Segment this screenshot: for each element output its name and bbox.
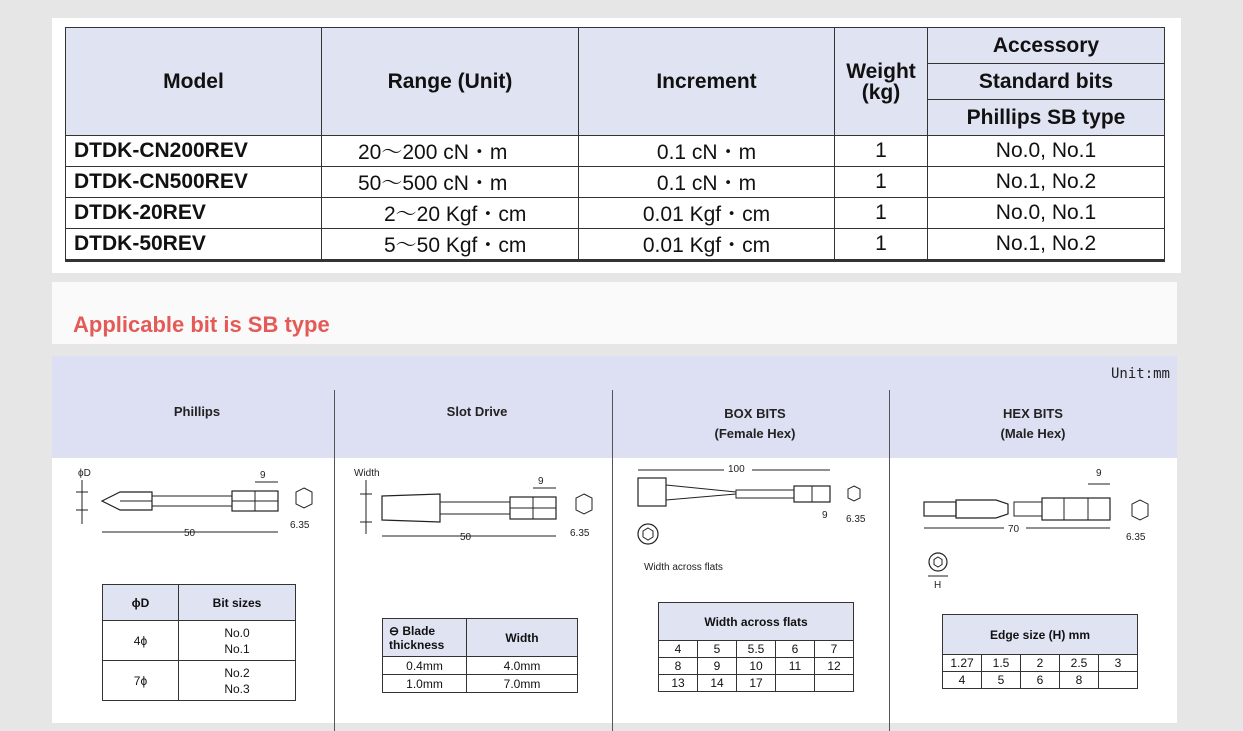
header-range: Range (Unit) [322,28,579,136]
flat-size-cell: 13 [659,675,698,692]
hex-title [898,404,1168,444]
slot-col-width: Width [467,619,578,657]
range-cell: 5～50 Kgf・cm [322,229,579,261]
slot-title: Slot Drive [446,404,508,419]
flat-size-cell: 9 [698,658,737,675]
slot-col-blade [383,619,467,657]
phillips-col-sizes: Bit sizes [179,585,296,621]
dim-9-label: 9 [822,510,828,521]
model-cell: DTDK-CN500REV [66,167,322,198]
header-standard-bits: Standard bits [928,64,1165,100]
edge-size-cell: 8 [1060,672,1099,689]
dim-635-label: 6.35 [570,528,590,539]
box-title-line1: BOX BITS [724,406,786,421]
table-row [103,621,296,661]
range-cell: 50～500 cN・m [322,167,579,198]
flat-size-cell: 12 [815,658,854,675]
table-row [659,641,854,658]
range-cell: 20～200 cN・m [322,136,579,167]
bit-size: No.0 [224,625,250,640]
model-cell: DTDK-CN200REV [66,136,322,167]
dim-9-label: 9 [260,470,266,481]
weight-cell: 1 [835,198,928,229]
flat-size-cell: 4 [659,641,698,658]
flat-size-cell: 6 [776,641,815,658]
slot-size-table [382,618,578,693]
dim-9-label: 9 [538,476,544,487]
box-table-title: Width across flats [659,603,854,641]
phillips-size-table [102,584,296,701]
box-flats-table [658,602,854,692]
blade-cell: 0.4mm [383,657,467,675]
slot-bit-drawing [348,464,608,554]
flat-size-cell: 5.5 [737,641,776,658]
slot-col-blade-line1: ⊖ Blade [389,623,436,638]
range-cell: 2～20 Kgf・cm [322,198,579,229]
bit-size: No.2 [224,665,250,680]
hex-title-line1: HEX BITS [1003,406,1063,421]
hex-bit-drawing [914,464,1174,604]
note-text: Applicable bit is SB type [73,312,330,337]
bits-panel [52,356,1177,723]
flat-size-cell: 10 [737,658,776,675]
flat-size-cell [776,675,815,692]
edge-size-cell: 3 [1099,655,1138,672]
increment-cell: 0.01 Kgf・cm [579,198,835,229]
dim-100-label: 100 [728,464,745,475]
edge-size-cell [1099,672,1138,689]
spec-panel [52,18,1181,273]
edge-size-cell: 2.5 [1060,655,1099,672]
width-cell: 4.0mm [467,657,578,675]
column-divider [334,390,335,731]
hex-title-line2: (Male Hex) [1000,426,1066,441]
box-bit-drawing [624,458,884,568]
box-title [620,404,890,444]
table-row [66,198,1165,229]
weight-cell: 1 [835,136,928,167]
increment-cell: 0.01 Kgf・cm [579,229,835,261]
header-weight-line2: (kg) [861,80,901,104]
dim-50-label: 50 [184,528,196,539]
edge-size-cell: 1.27 [943,655,982,672]
column-divider [889,390,890,731]
header-phillips-sb: Phillips SB type [928,100,1165,136]
edge-size-cell: 4 [943,672,982,689]
flat-size-cell: 7 [815,641,854,658]
flat-size-cell [815,675,854,692]
header-accessory: Accessory [928,28,1165,64]
header-model: Model [66,28,322,136]
bits-cell: No.0, No.1 [928,136,1165,167]
model-cell: DTDK-20REV [66,198,322,229]
table-row [66,136,1165,167]
weight-cell: 1 [835,167,928,198]
table-row [66,167,1165,198]
flat-size-cell: 8 [659,658,698,675]
phillips-bit-drawing [72,464,322,554]
edge-size-cell: 6 [1021,672,1060,689]
dim-50-label: 50 [460,532,472,543]
phillips-col-d: ϕD [103,585,179,621]
phi-d-label: ϕD [78,468,91,479]
column-divider [612,390,613,731]
slot-col-blade-line2: thickness [389,637,445,652]
bits-cell: No.1, No.2 [928,229,1165,261]
table-row [383,675,578,693]
flat-size-cell: 5 [698,641,737,658]
header-weight-line1: Weight [846,59,916,83]
phillips-sizes-cell [179,661,296,701]
table-row [383,657,578,675]
width-label: Width [354,468,380,479]
flat-size-cell: 14 [698,675,737,692]
hex-edge-table [942,614,1138,689]
table-row [659,675,854,692]
box-title-line2: (Female Hex) [714,426,796,441]
header-increment: Increment [579,28,835,136]
dim-635-label: 6.35 [1126,532,1146,543]
phillips-sizes-cell [179,621,296,661]
weight-cell: 1 [835,229,928,261]
table-row [66,229,1165,261]
edge-size-cell: 2 [1021,655,1060,672]
dim-635-label: 6.35 [290,520,310,531]
bit-size: No.1 [224,641,250,656]
spec-table [65,27,1165,262]
model-cell: DTDK-50REV [66,229,322,261]
blade-cell: 1.0mm [383,675,467,693]
flat-size-cell: 17 [737,675,776,692]
table-row [659,658,854,675]
phillips-title: Phillips [173,404,221,419]
dim-9-label: 9 [1096,468,1102,479]
bit-size: No.3 [224,681,250,696]
edge-size-cell: 5 [982,672,1021,689]
phillips-d-cell: 7ϕ [103,661,179,701]
dim-635-label: 6.35 [846,514,866,525]
bits-cell: No.0, No.1 [928,198,1165,229]
bits-cell: No.1, No.2 [928,167,1165,198]
hex-table-title: Edge size (H) mm [943,615,1138,655]
header-weight [835,28,928,136]
note-panel [52,282,1177,344]
flat-size-cell: 11 [776,658,815,675]
increment-cell: 0.1 cN・m [579,167,835,198]
table-row [103,661,296,701]
phillips-d-cell: 4ϕ [103,621,179,661]
bits-header [52,356,1177,458]
table-row [943,655,1138,672]
dim-70-label: 70 [1008,524,1020,535]
width-across-label: Width across flats [644,562,723,573]
width-cell: 7.0mm [467,675,578,693]
table-row [943,672,1138,689]
h-label: H [934,580,942,591]
increment-cell: 0.1 cN・m [579,136,835,167]
edge-size-cell: 1.5 [982,655,1021,672]
unit-label: Unit:mm [1110,366,1170,382]
